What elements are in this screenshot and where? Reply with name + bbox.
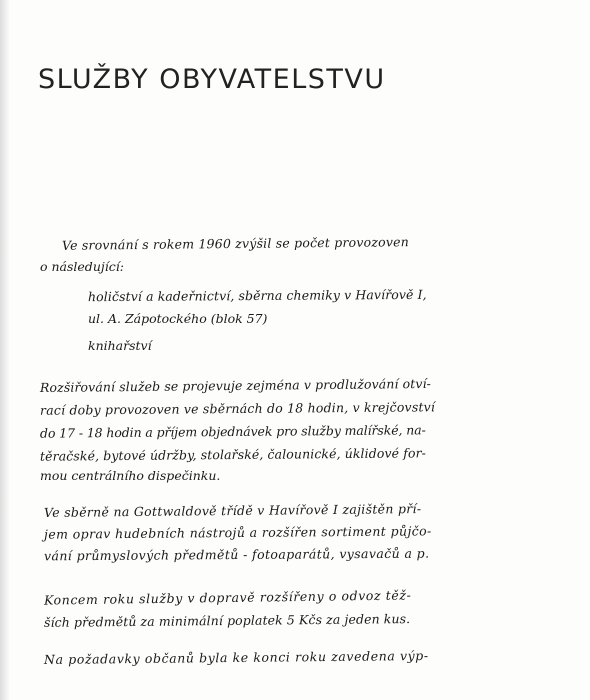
text-line-15: ších předmětů za minimální poplatek 5 Kčs za jeden kus. bbox=[43, 611, 411, 630]
text-line-14: Koncem roku služby v dopravě rozšířeny o odvoz těž- bbox=[43, 587, 412, 608]
text-line-8: do 17 - 18 hodin a příjem objednávek pro služby malířské, na- bbox=[39, 422, 426, 441]
text-line-4: ul. A. Zápotockého (blok 57) bbox=[88, 311, 268, 326]
text-line-1: Ve srovnání s rokem 1960 zvýšil se počet provozoven bbox=[61, 234, 409, 253]
text-line-6: Rozšiřování služeb se projevuje zejména v prodlužování otví- bbox=[39, 375, 432, 396]
text-line-3: holičství a kadeřnictví, sběrna chemiky v Havířově I, bbox=[87, 286, 427, 305]
text-line-5: knihařství bbox=[88, 338, 152, 353]
text-line-9: těračské, bytové údržby, stolařské, čalounické, úklidové for- bbox=[39, 445, 427, 464]
text-line-7: rací doby provozoven ve sběrnách do 18 hodin, v krejčovství bbox=[39, 399, 436, 418]
text-line-10: mou centrálního dispečinku. bbox=[40, 468, 221, 483]
text-line-2: o následující: bbox=[40, 259, 124, 274]
text-line-12: jem oprav hudebních nástrojů a rozšířen sortiment půjčo- bbox=[43, 523, 432, 542]
page-title: SLUŽBY OBYVATELSTVU bbox=[38, 64, 386, 95]
text-line-11: Ve sběrně na Gottwaldově třídě v Havířově I zajištěn pří- bbox=[43, 501, 422, 520]
text-line-13: vání průmyslových předmětů - fotoaparátů, vysavačů a p. bbox=[43, 545, 430, 564]
text-line-16: Na požadavky občanů byla ke konci roku zavedena výp- bbox=[43, 647, 429, 668]
page-edge-shadow bbox=[0, 0, 10, 700]
